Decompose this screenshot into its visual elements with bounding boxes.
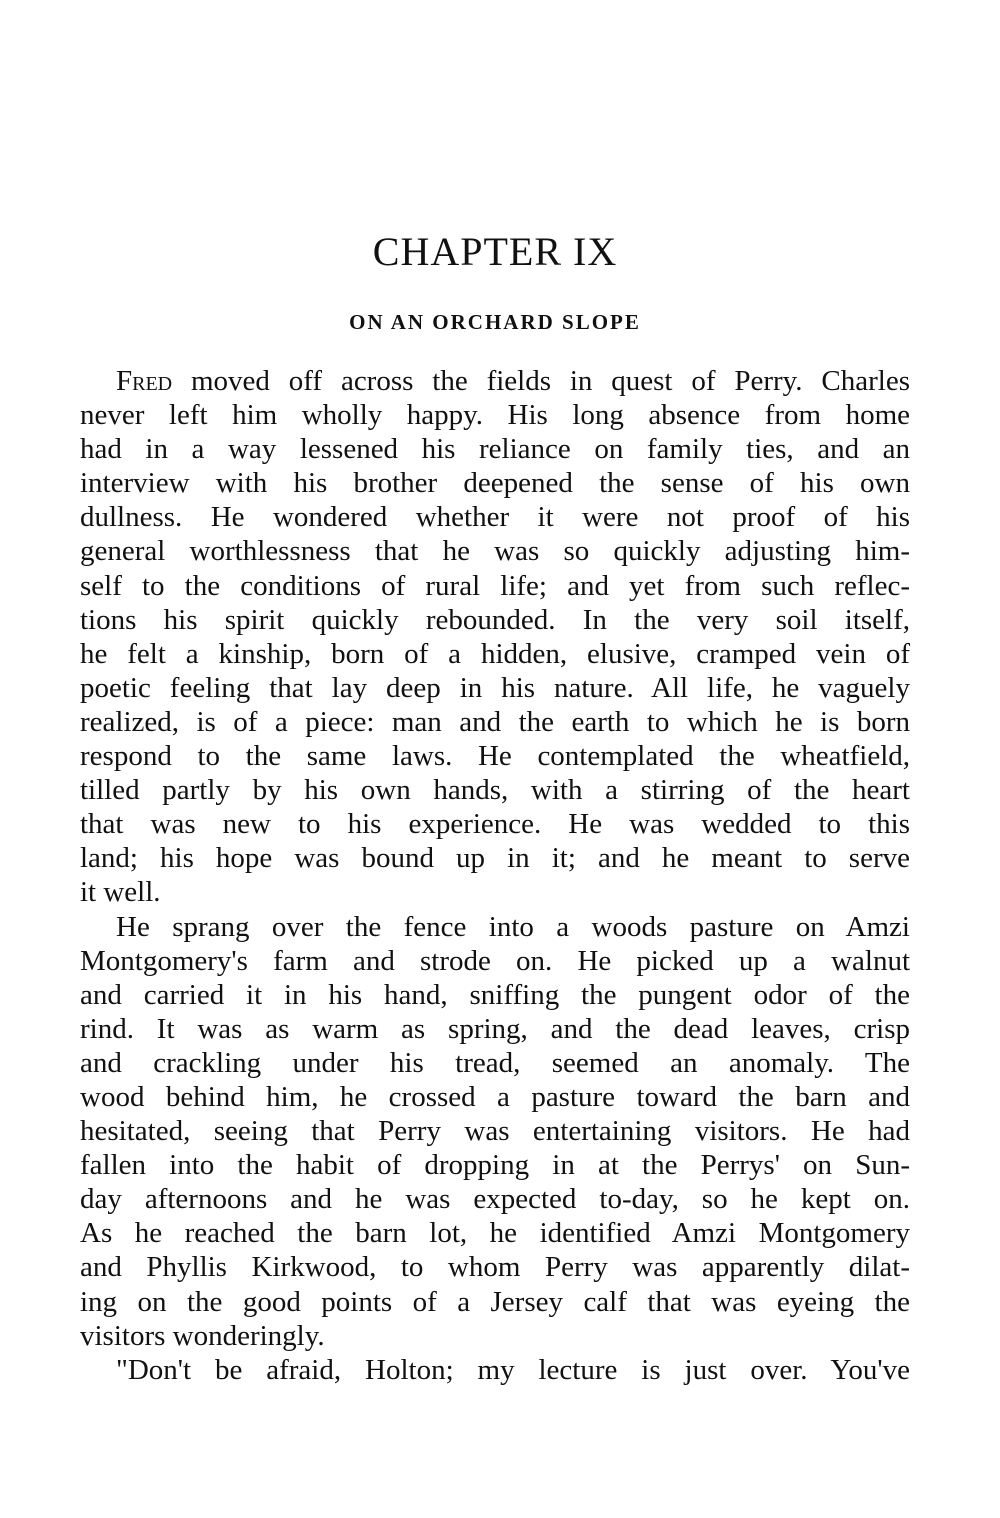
- text-line: visitors wonderingly.: [80, 1319, 325, 1352]
- text-line: interview with his brother deepened the sense of his own: [80, 467, 910, 500]
- text-line: ing on the good points of a Jersey calf that was eyeing the: [80, 1285, 910, 1318]
- text-line: tilled partly by his own hands, with a stirring of the heart: [80, 774, 910, 807]
- text-line: never left him wholly happy. His long absence from home: [80, 399, 910, 432]
- text-line: and Phyllis Kirkwood, to whom Perry was apparently dilat-: [80, 1251, 910, 1284]
- text-line: [80, 364, 910, 398]
- text-line: rind. It was as warm as spring, and the dead leaves, crisp: [80, 1012, 910, 1045]
- text-line: and crackling under his tread, seemed an anomaly. The: [80, 1046, 910, 1079]
- text-line: self to the conditions of rural life; and yet from such reflec-: [80, 569, 910, 602]
- text-line: As he reached the barn lot, he identified Amzi Montgomery: [80, 1217, 910, 1250]
- opening-word: Fred: [116, 365, 173, 397]
- chapter-subtitle: ON AN ORCHARD SLOPE: [349, 310, 641, 334]
- text-line: general worthlessness that he was so quickly adjusting him-: [80, 535, 910, 568]
- text-line: respond to the same laws. He contemplated the wheatfield,: [80, 740, 910, 773]
- chapter-title: CHAPTER IX: [372, 229, 618, 274]
- text-line-content: moved off across the fields in quest of Perry. Charles: [172, 365, 910, 397]
- text-line: wood behind him, he crossed a pasture toward the barn and: [80, 1080, 910, 1113]
- text-line: he felt a kinship, born of a hidden, elusive, cramped vein of: [80, 637, 910, 670]
- text-line: that was new to his experience. He was wedded to this: [80, 808, 910, 841]
- text-line: day afternoons and he was expected to-day, so he kept on.: [80, 1183, 910, 1216]
- text-line: realized, is of a piece: man and the earth to which he is born: [80, 705, 910, 738]
- text-line: had in a way lessened his reliance on family ties, and an: [80, 433, 910, 466]
- text-line: dullness. He wondered whether it were not proof of his: [80, 501, 910, 534]
- text-line: and carried it in his hand, sniffing the pungent odor of the: [80, 978, 910, 1011]
- text-line: it well.: [80, 876, 161, 909]
- text-line: Montgomery's farm and strode on. He picked up a walnut: [80, 944, 910, 977]
- text-line: land; his hope was bound up in it; and he meant to serve: [80, 842, 910, 875]
- chapter-body: [80, 364, 910, 1387]
- text-line: "Don't be afraid, Holton; my lecture is just over. You've: [116, 1353, 910, 1386]
- text-line: tions his spirit quickly rebounded. In the very soil itself,: [80, 603, 910, 636]
- text-line: He sprang over the fence into a woods pasture on Amzi: [116, 910, 910, 943]
- text-line: fallen into the habit of dropping in at the Perrys' on Sun-: [80, 1149, 910, 1182]
- text-line: poetic feeling that lay deep in his nature. All life, he vaguely: [80, 671, 910, 704]
- text-line: hesitated, seeing that Perry was entertaining visitors. He had: [80, 1115, 910, 1148]
